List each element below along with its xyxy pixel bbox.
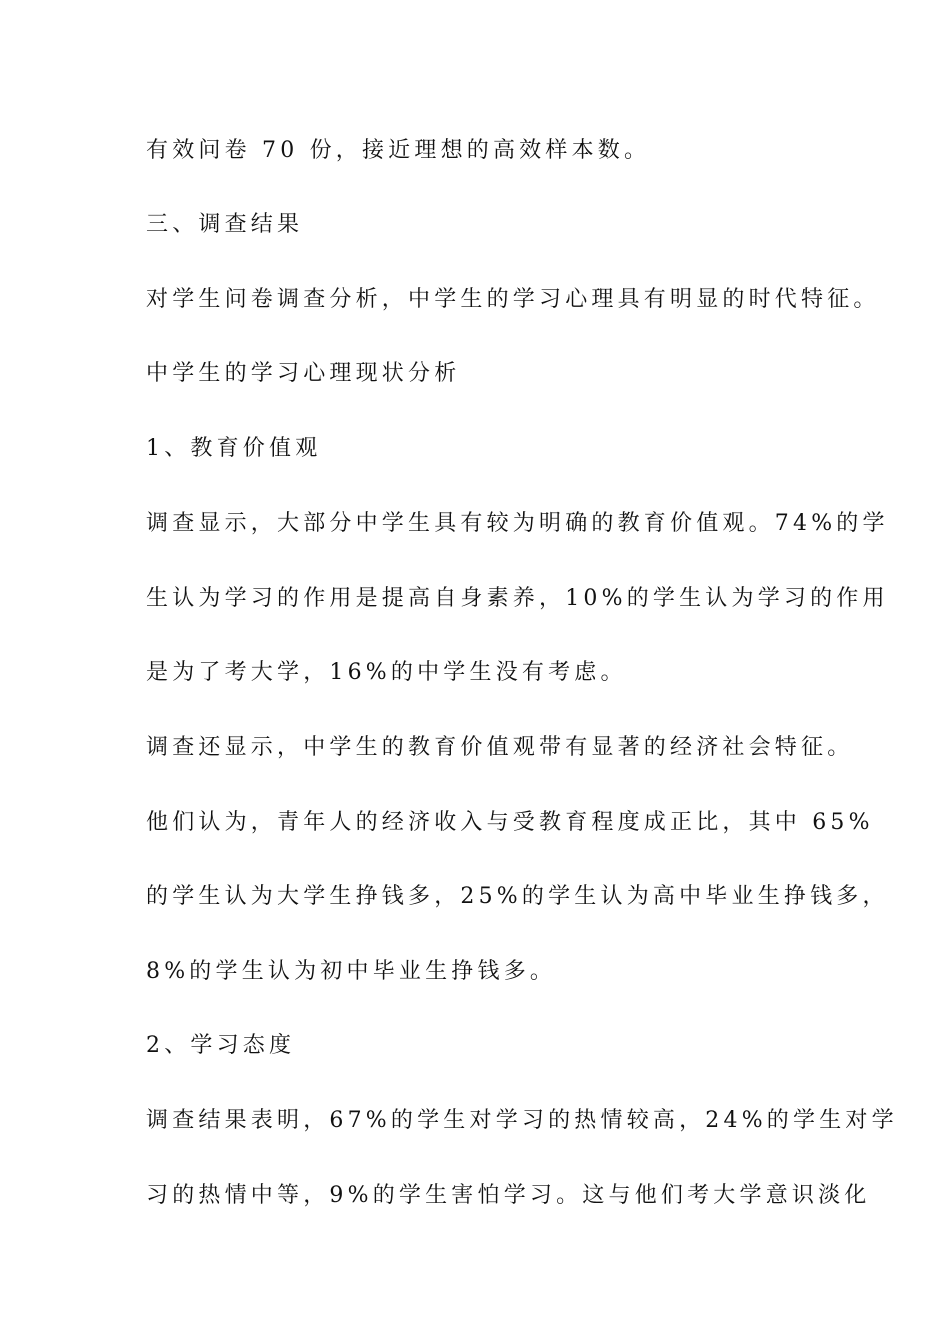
text-line-analysis-intro: 对学生问卷调查分析，中学生的学习心理具有明显的时代特征。 xyxy=(146,287,880,312)
section-heading-results: 三、调查结果 xyxy=(146,212,304,237)
text-line-attitude-2: 习的热情中等，9%的学生害怕学习。这与他们考大学意识淡化 xyxy=(146,1183,871,1208)
text-line-values-3: 是为了考大学，16%的中学生没有考虑。 xyxy=(146,660,627,685)
text-line-economic-1: 调查还显示，中学生的教育价值观带有显著的经济社会特征。 xyxy=(146,735,854,760)
text-line-economic-3: 的学生认为大学生挣钱多，25%的学生认为高中毕业生挣钱多， xyxy=(146,884,889,909)
text-line-values-1: 调查显示，大部分中学生具有较为明确的教育价值观。74%的学 xyxy=(146,511,889,536)
text-line-economic-2: 他们认为，青年人的经济收入与受教育程度成正比，其中 65% xyxy=(146,810,874,835)
text-line-attitude-1: 调查结果表明，67%的学生对学习的热情较高，24%的学生对学 xyxy=(146,1108,898,1133)
text-line-values-2: 生认为学习的作用是提高自身素养，10%的学生认为学习的作用 xyxy=(146,586,889,611)
item-heading-education-values: 1、教育价值观 xyxy=(146,436,322,461)
text-line-survey-count: 有效问卷 70 份，接近理想的高效样本数。 xyxy=(146,138,651,163)
text-line-economic-4: 8%的学生认为初中毕业生挣钱多。 xyxy=(146,959,557,984)
subheading-current-status: 中学生的学习心理现状分析 xyxy=(146,361,461,386)
item-heading-learning-attitude: 2、学习态度 xyxy=(146,1033,296,1058)
